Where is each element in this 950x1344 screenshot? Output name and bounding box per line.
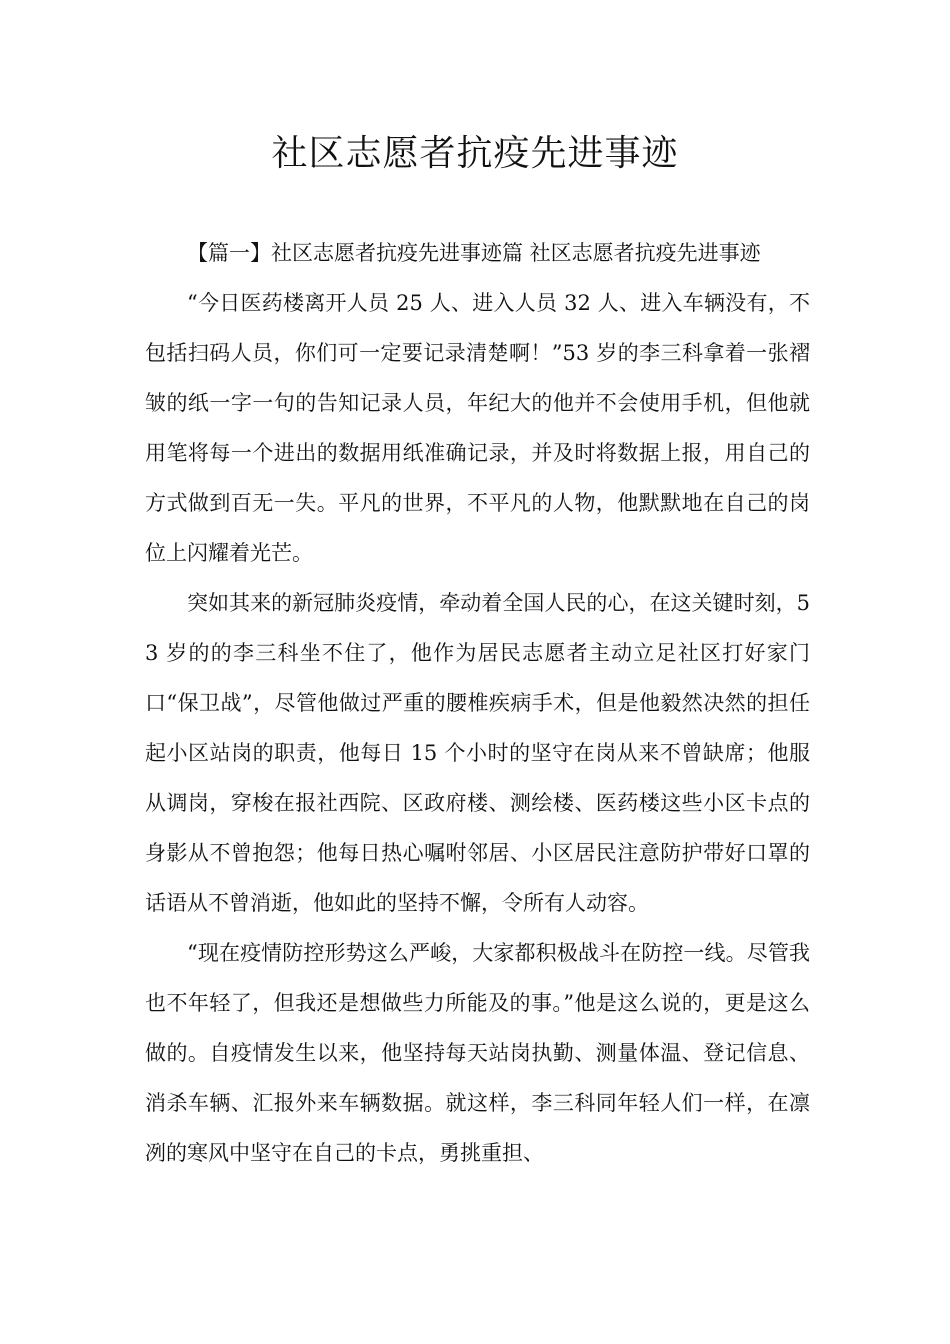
section-heading-paragraph: 【篇一】社区志愿者抗疫先进事迹篇 社区志愿者抗疫先进事迹 xyxy=(187,241,761,265)
body-paragraph: “今日医药楼离开人员 25 人、进入人员 32 人、进入车辆没有，不包括扫码人员，你们可一定要记录清楚啊！”53 岁的李三科拿着一张褶皱的纸一字一句的告知记录人员，年纪大的他并不会使用手机，但他就用笔将每一个进出的数据用纸准确记录，并及时将数据上报，用自己的方式做到百无一失。平凡的世界，不平凡的人物，他默默地在自己的岗位上闪耀着光芒。 xyxy=(145,291,810,565)
page-title: 社区志愿者抗疫先进事迹 xyxy=(271,133,679,174)
body-paragraph: “现在疫情防控形势这么严峻，大家都积极战斗在防控一线。尽管我也不年轻了，但我还是想做些力所能及的事。”他是这么说的，更是这么做的。自疫情发生以来，他坚持每天站岗执勤、测量体温、登记信息、消杀车辆、汇报外来车辆数据。就这样，李三科同年轻人们一样，在凛冽的寒风中坚守在自己的卡点，勇挑重担、 xyxy=(145,941,810,1165)
document-body xyxy=(145,228,810,1178)
body-paragraph: 突如其来的新冠肺炎疫情，牵动着全国人民的心，在这关键时刻，53 岁的的李三科坐不住了，他作为居民志愿者主动立足社区打好家门口“保卫战”，尽管他做过严重的腰椎疾病手术，但是他毅然决然的担任起小区站岗的职责，他每日 15 个小时的坚守在岗从来不曾缺席；他服从调岗，穿梭在报社西院、区政府楼、测绘楼、医药楼这些小区卡点的身影从不曾抱怨；他每日热心嘱咐邻居、小区居民注意防护带好口罩的话语从不曾消逝，他如此的坚持不懈，令所有人动容。 xyxy=(145,591,810,915)
